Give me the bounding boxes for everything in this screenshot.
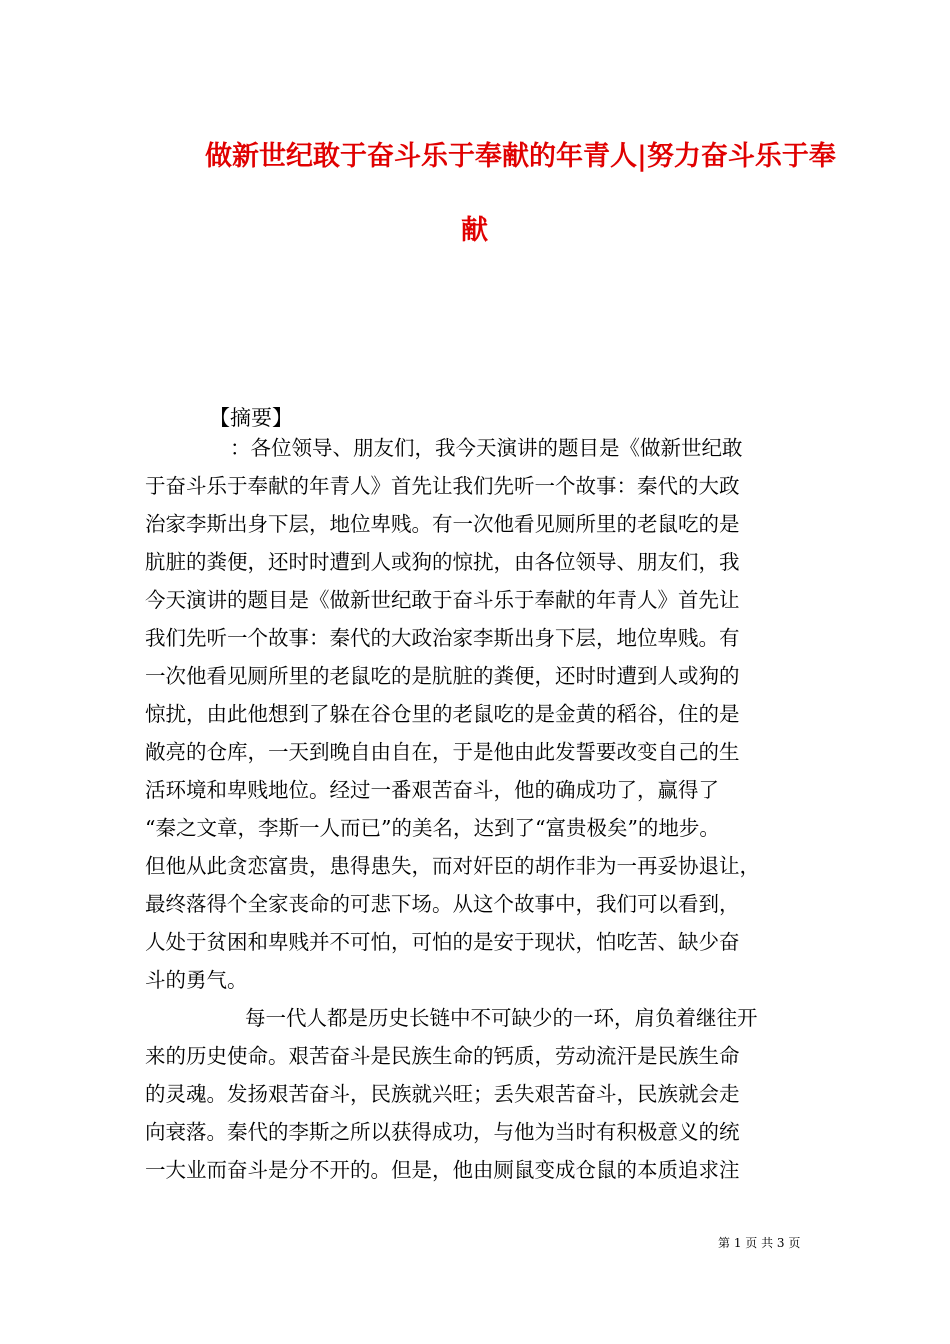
body-line: 敞亮的仓库，一天到晚自由自在，于是他由此发誓要改变自己的生 xyxy=(145,740,740,764)
body-line: ：各位领导、朋友们，我今天演讲的题目是《做新世纪敢 xyxy=(230,436,743,460)
body-line: 于奋斗乐于奉献的年青人》首先让我们先听一个故事：秦代的大政 xyxy=(145,474,740,498)
document-title-line-2: 献 xyxy=(461,215,488,246)
body-line: 人处于贫困和卑贱并不可怕，可怕的是安于现状，怕吃苦、缺少奋 xyxy=(145,930,740,954)
page-footer: 第 1 页 共 3 页 xyxy=(718,1236,801,1250)
body-line: 每一代人都是历史长链中不可缺少的一环，肩负着继往开 xyxy=(245,1006,758,1030)
body-line: 活环境和卑贱地位。经过一番艰苦奋斗，他的确成功了，赢得了 xyxy=(145,778,719,802)
body-line: 肮脏的粪便，还时时遭到人或狗的惊扰，由各位领导、朋友们，我 xyxy=(145,550,740,574)
body-line: 一次他看见厕所里的老鼠吃的是肮脏的粪便，还时时遭到人或狗的 xyxy=(145,664,740,688)
body-line: 最终落得个全家丧命的可悲下场。从这个故事中，我们可以看到， xyxy=(145,892,740,916)
document-title-line-1: 做新世纪敢于奋斗乐于奉献的年青人|努力奋斗乐于奉 xyxy=(205,141,836,172)
body-line: 惊扰，由此他想到了躲在谷仓里的老鼠吃的是金黄的稻谷，住的是 xyxy=(145,702,740,726)
body-line: “秦之文章，李斯一人而已”的美名，达到了“富贵极矣”的地步。 xyxy=(145,816,720,840)
body-line: 我们先听一个故事：秦代的大政治家李斯出身下层，地位卑贱。有 xyxy=(145,626,740,650)
body-line: 的灵魂。发扬艰苦奋斗，民族就兴旺；丢失艰苦奋斗，民族就会走 xyxy=(145,1082,740,1106)
body-line: 治家李斯出身下层，地位卑贱。有一次他看见厕所里的老鼠吃的是 xyxy=(145,512,740,536)
body-line: 向衰落。秦代的李斯之所以获得成功，与他为当时有积极意义的统 xyxy=(145,1120,740,1144)
body-line: 斗的勇气。 xyxy=(145,968,248,992)
abstract-label: 【摘要】 xyxy=(209,406,293,430)
body-line: 一大业而奋斗是分不开的。但是，他由厕鼠变成仓鼠的本质追求注 xyxy=(145,1158,740,1182)
body-line: 来的历史使命。艰苦奋斗是民族生命的钙质，劳动流汗是民族生命 xyxy=(145,1044,740,1068)
body-line: 但他从此贪恋富贵，患得患失，而对奸臣的胡作非为一再妥协退让， xyxy=(145,854,760,878)
body-line: 今天演讲的题目是《做新世纪敢于奋斗乐于奉献的年青人》首先让 xyxy=(145,588,740,612)
